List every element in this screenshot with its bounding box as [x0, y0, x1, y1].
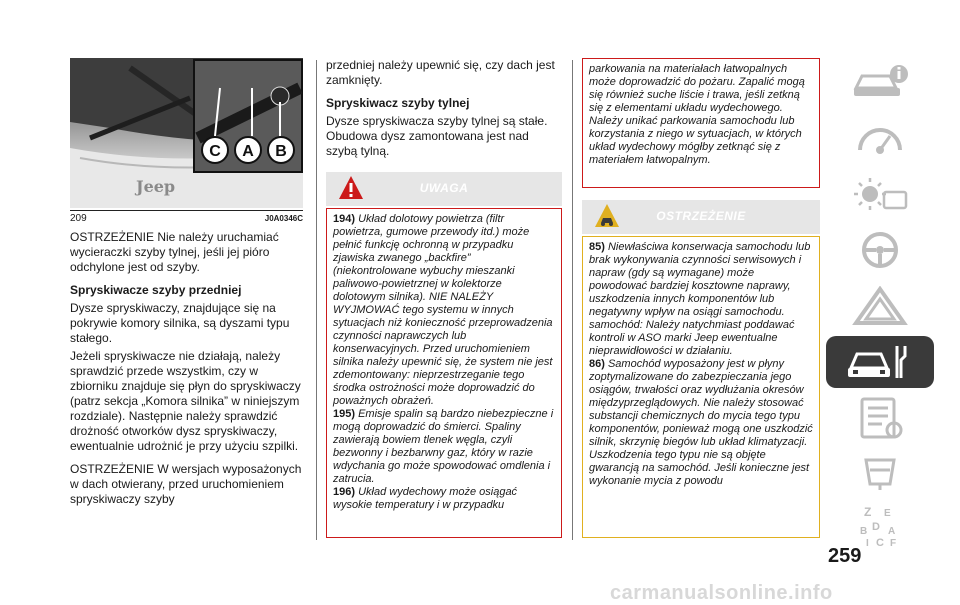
svg-text:A: A [888, 526, 896, 537]
rear-washer-text: Dysze spryskiwacza szyby tylnej są stałe. Obudowa dysz zamontowana jest nad szybą tylną. [326, 114, 548, 158]
callout-b [268, 137, 294, 163]
heading-rear-washer: Spryskiwacz szyby tylnej [326, 96, 470, 110]
tab-maintenance-active[interactable] [826, 336, 934, 388]
tab-steering[interactable] [826, 224, 934, 276]
tab-emergency[interactable] [826, 280, 934, 332]
exhaust-warning-continued: parkowania na materiałach łatwopalnych może doprowadzić do pożaru. Zapalić mogą się również suche liście i trawa, jeśli zetkną się z elementami układu wydechowego. Należy unikać parkowania samochodu lub korzystania z niego w sytuacjach, w których układ wydechowy mógłby zetknąć się z materiałem łatwopalnym. [589, 63, 805, 166]
tab-dashboard[interactable] [826, 112, 934, 164]
front-washers-p2: Jeżeli spryskiwacze nie działają, należy sprawdzić przede wszystkim, czy w zbiorniku znajduje się płyn do spryskiwaczy (patrz sekcja „Komora silnika” w niniejszym rozdziale). Następnie należy sprawdzić drożność otworków dysz spryskiwaczy, ewentualnie udrożnić je przy użyciu szpilki. [70, 349, 301, 453]
lights-safety-icon [850, 174, 910, 214]
warning-box [326, 208, 562, 538]
tab-multimedia[interactable] [826, 448, 934, 500]
svg-text:E: E [884, 508, 891, 519]
figure-code: J0A0346C [264, 214, 303, 223]
index-icon [850, 504, 910, 548]
dashboard-icon [850, 118, 910, 158]
warning-item-196: 196) Układ wydechowy może osiągać wysokie temperatury i w przypadku [333, 486, 518, 511]
sunroof-warning-text: OSTRZEŻENIE W wersjach wyposażonych w dach otwierany, przed uruchomieniem spryskiwaczy szyby [70, 462, 302, 506]
svg-text:B: B [860, 526, 868, 537]
multimedia-icon [850, 454, 910, 494]
svg-text:C: C [209, 143, 221, 160]
column-divider-2 [572, 60, 573, 540]
jeep-logo: Jeep [136, 177, 176, 196]
column-1 [70, 230, 306, 507]
tab-specifications[interactable] [826, 392, 934, 444]
caution-header [582, 200, 820, 234]
caution-item-86: 86) Samochód wyposażony jest w płyny zoptymalizowane do zabezpieczania jego osiągów, trwałości oraz wydłużania okresów międzyprzeglądowych. Nie należy stosować substancji chemicznych do mycia tego typu komponentów, ponieważ mogą one uszkodzić silnik, skrzynię biegów lub układ klimatyzacji. Uszkodzenia tego typu nie są objęte gwarancją na samochód. Jeśli konieczne jest wykonanie mycia z powodu [589, 358, 813, 487]
column-divider-1 [316, 60, 317, 540]
caution-box [582, 236, 820, 538]
svg-text:Z: Z [864, 505, 872, 519]
warning-box-continued [582, 58, 820, 188]
svg-text:D: D [872, 521, 880, 533]
caution-title: OSTRZEŻENIE [656, 209, 746, 223]
warning-header [326, 172, 562, 206]
sunroof-warning-continued: przedniej należy upewnić się, czy dach jest zamknięty. [326, 58, 555, 87]
steering-wheel-icon [850, 230, 910, 270]
svg-text:F: F [890, 538, 897, 548]
maintenance-icon [845, 342, 915, 382]
svg-text:C: C [876, 537, 884, 548]
svg-text:I: I [866, 538, 869, 548]
svg-text:A: A [242, 143, 254, 160]
wiper-warning-text: OSTRZEŻENIE Nie należy uruchamiać wycieraczki szyby tylnej, jeśli jej pióro odchylone jest od szyby. [70, 230, 279, 274]
specifications-icon [850, 396, 910, 440]
page-number: 259 [828, 545, 862, 567]
callout-c [202, 137, 228, 163]
column-2-text [326, 58, 562, 159]
heading-front-washers: Spryskiwacze szyby przedniej [70, 283, 242, 297]
figure-number: 209 [70, 213, 87, 224]
figure-caption [70, 210, 303, 225]
car-info-icon [850, 62, 910, 102]
watermark: carmanualsonline.info [610, 582, 833, 604]
front-washers-p1: Dysze spryskiwaczy, znajdujące się na pokrywie komory silnika, są dyszami typu stałego. [70, 301, 290, 345]
svg-text:B: B [275, 143, 287, 160]
warning-item-194: 194) Układ dolotowy powietrza (filtr powietrza, gumowe przewody itd.) może pełnić funkcję ochronną w przypadku zjawiska zwanego „backfire” (niekontrolowane wybuchy mieszanki paliwowo-powietrznej w kolektorze dolotowym silnika). NIE NALEŻY WYJMOWAĆ tego systemu w innych sytuacjach niż konieczność przeprowadzenia czynności naprawczych lub konserwacyjnych. Przed uruchomieniem silnika należy upewnić się, że system nie jest zdemontowany: nieprzestrzeganie tego środka ostrożności może doprowadzić do poważnych obrażeń. [333, 213, 553, 407]
callout-a [235, 137, 261, 163]
tab-car-info[interactable] [826, 56, 934, 108]
warning-title: UWAGA [419, 181, 469, 195]
tab-lights-safety[interactable] [826, 168, 934, 220]
caution-item-85: 85) Niewłaściwa konserwacja samochodu lub brak wykonywania czynności serwisowych i napraw (gdy są wymagane) może powodować bardziej kosztowne naprawy, uszkodzenia innych komponentów lub negatywny wpływ na osiągi samochodu. samochód: Należy natychmiast poddawać kontroli w ASO marki Jeep ewentualne nieprawidłowości w działaniu. [589, 241, 811, 357]
warning-item-195: 195) Emisje spalin są bardzo niebezpieczne i mogą doprowadzić do śmierci. Spaliny zawierają bowiem tlenek węgla, czyli bezwonny i bezbarwny gaz, który w razie wdychania go może spowodować omdlenia i zatrucia. [333, 408, 554, 485]
warning-triangle-icon [850, 286, 910, 326]
rear-wiper-figure [70, 58, 303, 208]
